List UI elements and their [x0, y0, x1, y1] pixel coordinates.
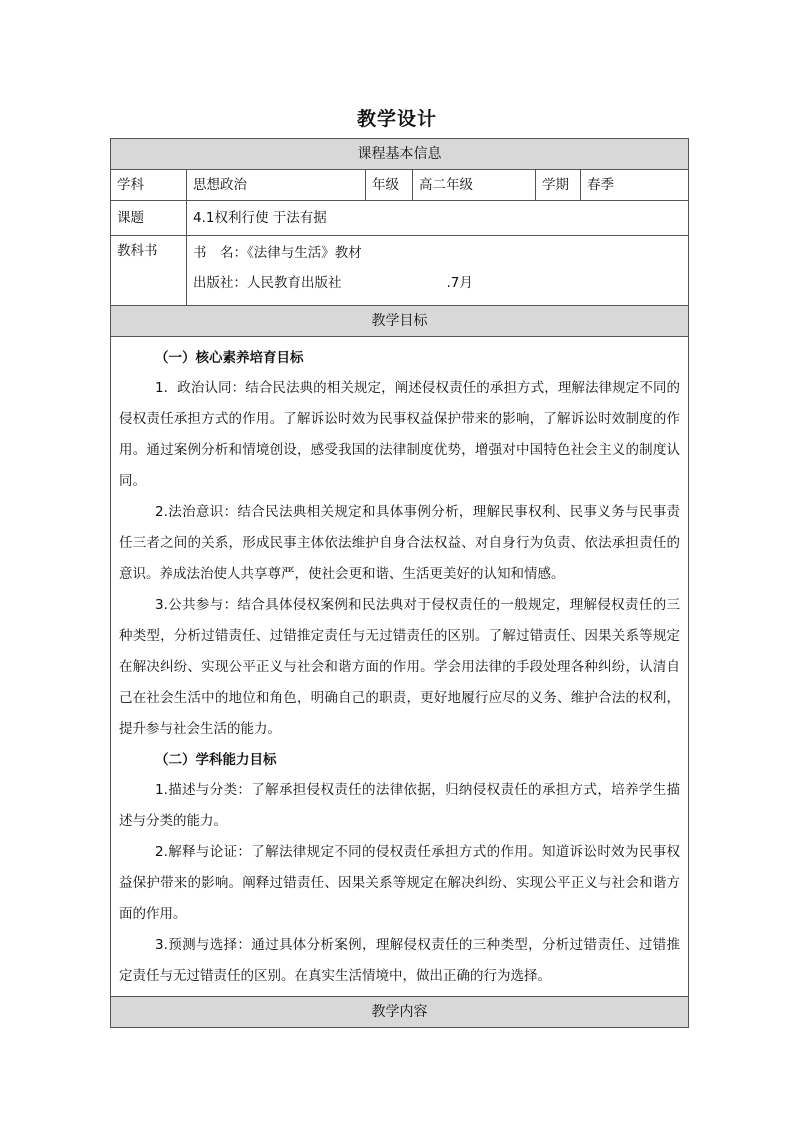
term-label: 学期 — [536, 170, 581, 201]
objectives-header: 教学目标 — [111, 306, 689, 337]
objective-paragraph: 1.描述与分类：了解承担侵权责任的法律依据，归纳侵权责任的承担方式，培养学生描述与分类的能力。 — [119, 782, 681, 829]
course-info-header: 课程基本信息 — [111, 139, 689, 170]
document-title: 教学设计 — [356, 108, 437, 130]
objective-paragraph: 3.公共参与：结合具体侵权案例和民法典对于侵权责任的一般规定，理解侵权责任的三种类型，分析过错责任、过错推定责任与无过错责任的区别。了解过错责任、因果关系等规定在解决纠纷、实现公平正义与社会和谐方面的作用。学会用法律的手段处理各种纠纷，认清自己在社会生活中的地位和角色，明确自己的职责，更好地履行应尽的义务、维护合法的权利，提升参与社会生活的能力。 — [119, 597, 681, 737]
topic-row — [111, 201, 689, 236]
grade-label: 年级 — [366, 170, 413, 201]
topic-value: 4.1权利行使 于法有据 — [187, 201, 689, 236]
objectives-body-row — [111, 337, 689, 997]
publish-date: .7月 — [446, 275, 473, 291]
objective-paragraph: 2.解释与论证：了解法律规定不同的侵权责任承担方式的作用。知道诉讼时效为民事权益保护带来的影响。阐释过错责任、因果关系等规定在解决纠纷、实现公平正义与社会和谐方面的作用。 — [119, 844, 681, 922]
objective-paragraph: 1．政治认同：结合民法典的相关规定，阐述侵权责任的承担方式，理解法律规定不同的侵权责任承担方式的作用。了解诉讼时效为民事权益保护带来的影响，了解诉讼时效制度的作用。通过案例分析和情境创设，感受我国的法律制度优势，增强对中国特色社会主义的制度认同。 — [119, 380, 681, 489]
grade-value: 高二年级 — [413, 170, 536, 201]
textbook-info — [187, 236, 689, 306]
term-value: 春季 — [581, 170, 689, 201]
subject-value: 思想政治 — [187, 170, 366, 201]
objectives-header-row — [111, 306, 689, 337]
content-header-row — [111, 997, 689, 1028]
subject-row — [111, 170, 689, 201]
subject-label: 学科 — [111, 170, 187, 201]
objective-paragraph: 3.预测与选择：通过具体分析案例，理解侵权责任的三种类型，分析过错责任、过错推定责任与无过错责任的区别。在真实生活情境中，做出正确的行为选择。 — [119, 937, 681, 984]
content-header: 教学内容 — [111, 997, 689, 1028]
book-name: 书 名：《法律与生活》教材 — [193, 245, 362, 261]
textbook-row — [111, 236, 689, 306]
objectives-body — [111, 337, 689, 997]
objective-paragraph: 2.法治意识：结合民法典相关规定和具体事例分析，理解民事权利、民事义务与民事责任三者之间的关系，形成民事主体依法维护自身合法权益、对自身行为负责、依法承担责任的意识。养成法治使人共享尊严，使社会更和谐、生活更美好的认知和情感。 — [119, 504, 681, 582]
publisher-line — [193, 268, 682, 298]
core-literacy-title: （一）核心素养培育目标 — [155, 350, 304, 366]
course-info-header-row — [111, 139, 689, 170]
lesson-plan-table — [110, 138, 689, 1028]
publisher: 出版社：人民教育出版社 — [193, 275, 342, 291]
textbook-label: 教科书 — [111, 236, 187, 306]
topic-label: 课题 — [111, 201, 187, 236]
subject-ability-title: （二）学科能力目标 — [155, 752, 277, 768]
